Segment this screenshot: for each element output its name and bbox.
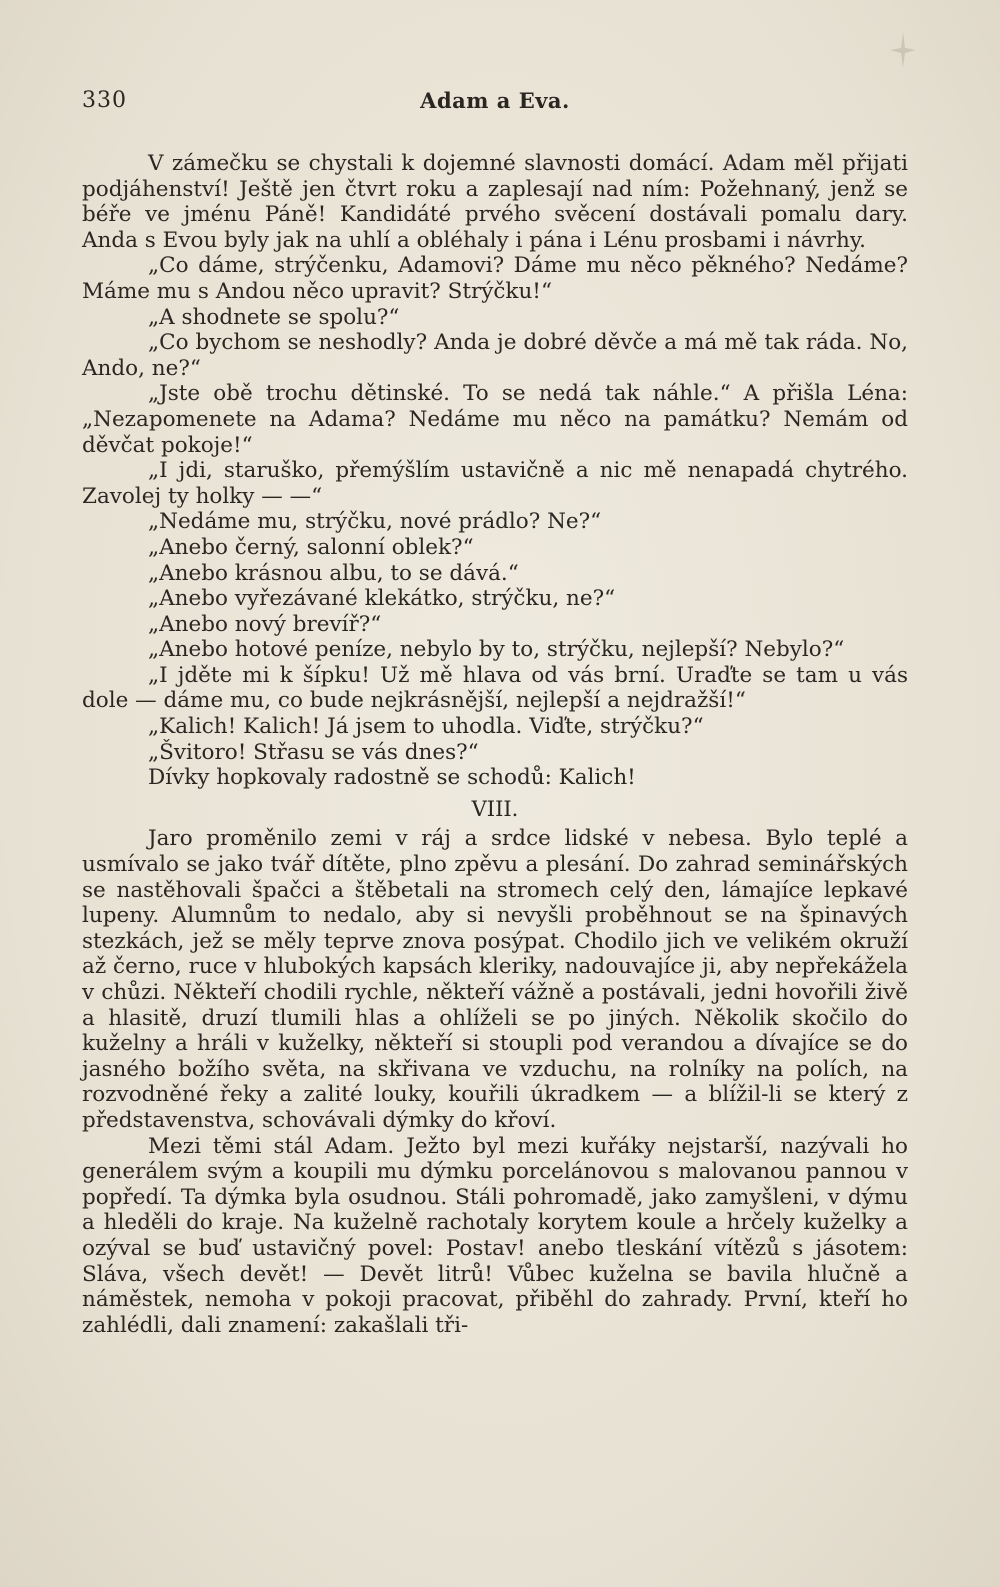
paragraph: „Kalich! Kalich! Já jsem to uhodla. Viďte, strýčku?“ xyxy=(148,714,704,740)
paragraph: „Nedáme mu, strýčku, nové prádlo? Ne?“ xyxy=(148,509,602,535)
paragraph: „Anebo nový brevíř?“ xyxy=(148,611,382,637)
paragraph: „A shodnete se spolu?“ xyxy=(148,304,400,330)
section-heading: VIII. xyxy=(471,796,519,821)
paragraph: „Anebo krásnou albu, to se dává.“ xyxy=(148,560,519,586)
paragraph: Jaro proměnilo zemi v ráj a srdce lidské v nebesa. Bylo teplé a usmívalo se jako tvář dítěte, plno zpěvu a plesání. Do zahrad seminářských se nastěhovali špačci a štěbetali na stromech celý den, lámajíce lepkavé lupeny. Alumnům to nedalo, aby si nevyšli proběhnout se na špinavých stezkách, jež se měly teprve znova posýpat. Chodilo jich ve velikém okruží až černo, ruce v hlubokých kapsách kleriky, nadouvajíce ji, aby nepřekážela v chůzi. Někteří chodili rychle, někteří vážně a postávali, jedni hovořili živě a hlasitě, druzí tlumili hlas a ohlíželi se po jiných. Několik skočilo do kuželny a hráli v kuželky, někteří si stoupli pod verandou a dívajíce se do jasného božího světa, na skřivana ve vzduchu, na rolníky na polích, na rozvodněné řeky a zalité louky, kouřili úkradkem — a blížil-li se který z představenstva, schovávali dýmky do křoví. xyxy=(82,826,908,1133)
paragraph: „Anebo hotové peníze, nebylo by to, strýčku, nejlepší? Nebylo?“ xyxy=(148,637,845,663)
paragraph: „Švitoro! Střasu se vás dnes?“ xyxy=(148,739,479,765)
paragraph: „I jdi, staruško, přemýšlím ustavičně a nic mě nenapadá chytrého. Zavolej ty holky — —“ xyxy=(82,458,908,509)
paragraph: „I jděte mi k šípku! Už mě hlava od vás brní. Uraďte se tam u vás dole — dáme mu, co bude nejkrásnější, nejlepší a nejdražší!“ xyxy=(82,662,908,714)
paragraph: „Anebo vyřezávané klekátko, strýčku, ne?“ xyxy=(148,586,616,612)
page-number: 330 xyxy=(82,88,127,113)
paragraph: V zámečku se chystali k dojemné slavnosti domácí. Adam měl přijati podjáhenství! Ještě jen čtvrt roku a zaplesají nad ním: Požehnaný, jenž se béře ve jménu Páně! Kandidáté prvého svěcení dostávali pomalu dary. Anda s Evou byly jak na uhlí a obléhaly i pána i Lénu prosbami i návrhy. xyxy=(82,151,908,253)
running-title: Adam a Eva. xyxy=(420,88,570,113)
body-text xyxy=(82,151,908,1338)
scan-artifact-icon xyxy=(888,30,918,70)
paragraph: „Anebo černý, salonní oblek?“ xyxy=(148,534,474,560)
paragraph: „Co bychom se neshodly? Anda je dobré děvče a má mě tak ráda. No, Ando, ne?“ xyxy=(82,330,908,381)
paragraph: „Co dáme, strýčenku, Adamovi? Dáme mu něco pěkného? Nedáme? Máme mu s Andou něco upravit? Strýčku!“ xyxy=(82,253,908,304)
page-header xyxy=(82,88,908,118)
paragraph: „Jste obě trochu dětinské. To se nedá tak náhle.“ A přišla Léna: „Nezapomenete na Adama? Nedáme mu něco na památku? Nemám od děvčat pokoje!“ xyxy=(82,381,908,458)
paragraph: Mezi těmi stál Adam. Ježto byl mezi kuřáky nejstarší, nazývali ho generálem svým a koupili mu dýmku porcelánovou s malovanou pannou v popředí. Ta dýmka byla osudnou. Stáli pohromadě, jako zamyšleni, v dýmu a hleděli do kraje. Na kuželně rachotaly korytem koule a hrčely kuželky a ozýval se buď ustavičný povel: Postav! anebo tleskání vítězů s jásotem: Sláva, všech devět! — Devět litrů! Vůbec kuželna se bavila hlučně a náměstek, nemoha v pokoji pracovat, přiběhl do zahrady. První, kteří ho zahlédli, dali znamení: zakašlali tři- xyxy=(82,1133,908,1338)
paragraph: Dívky hopkovaly radostně se schodů: Kalich! xyxy=(148,765,636,791)
